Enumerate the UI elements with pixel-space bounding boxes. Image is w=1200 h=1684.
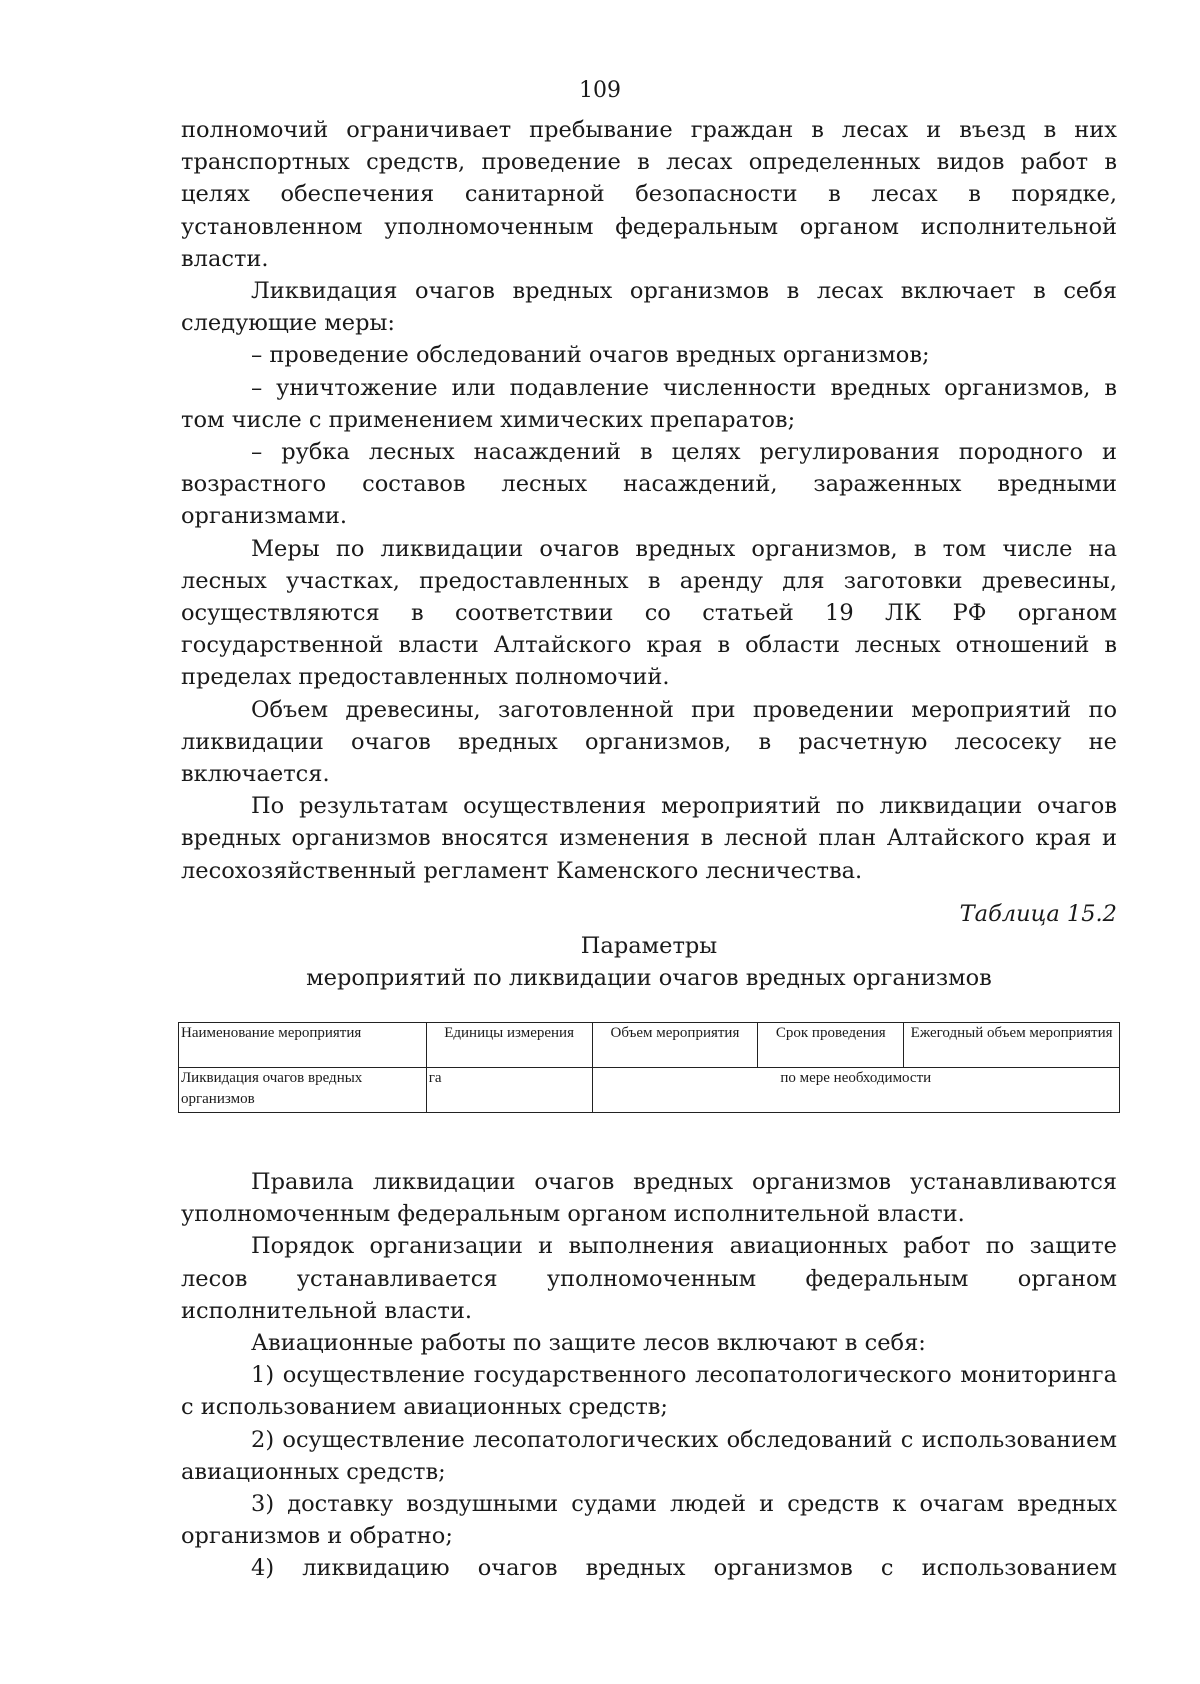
paragraph: По результатам осуществления мероприятий по ликвидации очагов вредных организмов вносятся изменения в лесной план Алтайского края и лесохозяйственный регламент Каменского лесничества. (181, 793, 1117, 884)
table-header-row (179, 1023, 1120, 1068)
page-number: 109 (579, 78, 621, 103)
paragraph: Порядок организации и выполнения авиационных работ по защите лесов устанавливается уполномоченным федеральным органом исполнительной власти. (181, 1233, 1117, 1324)
table-cell-merged: по мере необходимости (592, 1068, 1119, 1113)
list-item: 2) осуществление лесопатологических обследований с использованием авиационных средств; (181, 1426, 1117, 1485)
bottom-text-block (181, 1166, 1117, 1585)
paragraph: Авиационные работы по защите лесов включают в себя: (251, 1330, 926, 1357)
paragraph: Объем древесины, заготовленной при проведении мероприятий по ликвидации очагов вредных организмов, в расчетную лесосеку не включается. (181, 696, 1117, 788)
paragraph: Меры по ликвидации очагов вредных организмов, в том числе на лесных участках, предоставленных в аренду для заготовки древесины, осуществляются в соответствии со статьей 19 ЛК РФ органом государственной власти Алтайского края в области лесных отношений в пределах предоставленных полномочий. (181, 535, 1117, 691)
list-item: 1) осуществление государственного лесопатологического мониторинга с использованием авиационных средств; (181, 1362, 1117, 1421)
table-cell-name: Ликвидация очагов вредных организмов (179, 1068, 427, 1113)
top-text-block (181, 114, 1117, 887)
list-item: 4) ликвидацию очагов вредных организмов с использованием (251, 1555, 1117, 1582)
table-row (179, 1068, 1120, 1113)
table-header-cell: Единицы измерения (426, 1023, 592, 1068)
paragraph: Правила ликвидации очагов вредных организмов устанавливаются уполномоченным федеральным органом исполнительной власти. (181, 1169, 1117, 1228)
paragraph: Ликвидация очагов вредных организмов в лесах включает в себя следующие меры: (181, 278, 1117, 337)
list-item: – проведение обследований очагов вредных организмов; (251, 342, 930, 369)
table-caption: Таблица 15.2 (959, 901, 1117, 927)
table-header-cell: Наименование мероприятия (179, 1023, 427, 1068)
table-subtitle: мероприятий по ликвидации очагов вредных организмов (306, 965, 992, 991)
table-header-cell: Ежегодный объем мероприятия (904, 1023, 1120, 1068)
table-header-cell: Объем мероприятия (592, 1023, 758, 1068)
list-item: – рубка лесных насаждений в целях регулирования породного и возрастного составов лесных насаждений, зараженных вредными организмами. (181, 439, 1117, 530)
list-item: 3) доставку воздушными судами людей и средств к очагам вредных организмов и обратно; (181, 1491, 1117, 1550)
parameters-table (178, 1022, 1120, 1113)
table-title: Параметры (580, 933, 718, 959)
table-header-cell: Срок проведения (758, 1023, 904, 1068)
list-item: – уничтожение или подавление численности вредных организмов, в том числе с применением химических препаратов; (181, 374, 1117, 433)
paragraph: полномочий ограничивает пребывание граждан в лесах и въезд в них транспортных средств, проведение в лесах определенных видов работ в целях обеспечения санитарной безопасности в лесах в порядке, установленном уполномоченным федеральным органом исполнительной власти. (181, 117, 1117, 272)
table-cell-unit: га (426, 1068, 592, 1113)
